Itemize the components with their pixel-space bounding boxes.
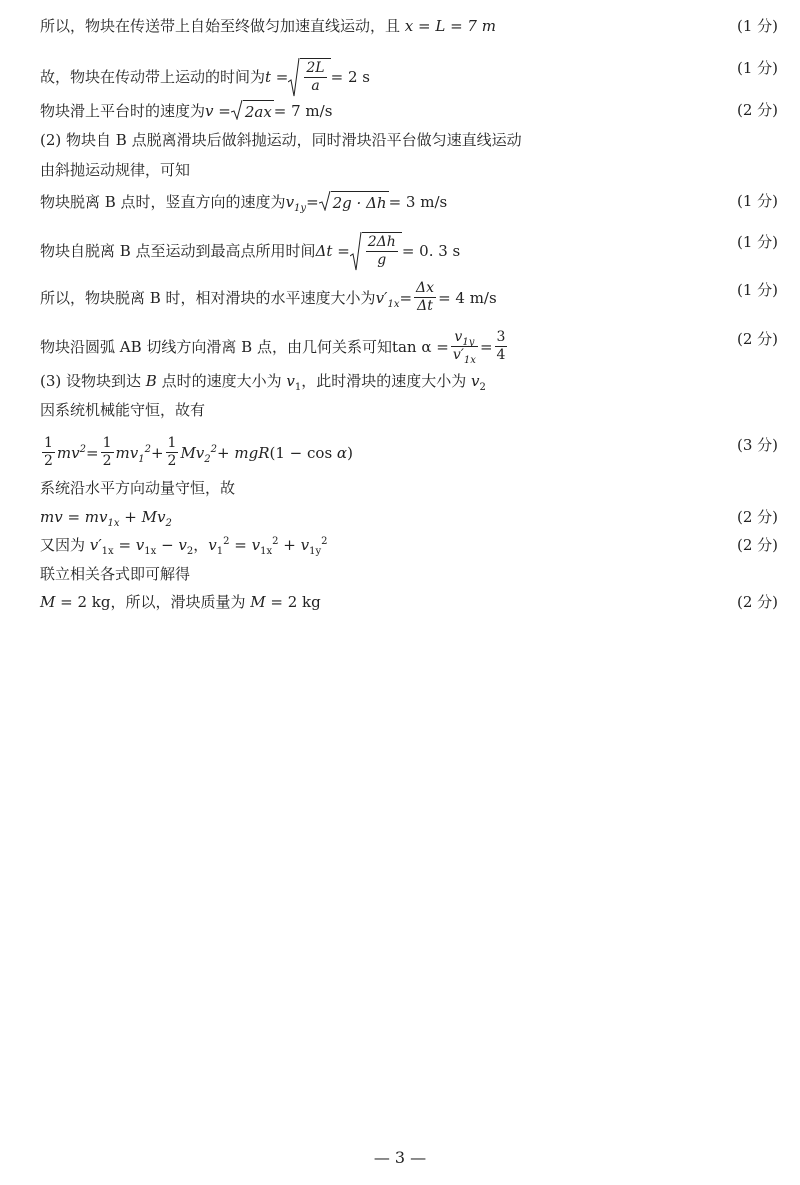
page-number: — 3 — bbox=[373, 1148, 427, 1167]
solution-line-17 bbox=[40, 592, 780, 612]
fraction-denominator: a bbox=[311, 78, 320, 94]
solution-line-3 bbox=[40, 100, 780, 122]
line-math: = 7 m/s bbox=[273, 102, 333, 120]
score-label: (2 分) bbox=[736, 330, 778, 348]
score-label: (2 分) bbox=[736, 593, 778, 611]
solution-line-16 bbox=[40, 564, 780, 584]
fraction-denominator: $v'_{1x}$ bbox=[452, 347, 476, 366]
solution-line-8 bbox=[40, 280, 780, 315]
line-math: mv = $mv_{1x} + Mv_2$ bbox=[40, 508, 172, 529]
line-text: 联立相关各式即可解得 bbox=[40, 565, 191, 583]
square-root bbox=[231, 100, 274, 122]
score-label: (1 分) bbox=[736, 59, 778, 77]
square-root bbox=[319, 191, 389, 213]
line-math: = bbox=[479, 337, 493, 356]
score-label: (2 分) bbox=[736, 101, 778, 119]
subscript: 1y bbox=[294, 203, 307, 214]
solution-line-15 bbox=[40, 535, 780, 555]
fraction-numerator: 3 bbox=[496, 329, 506, 345]
score-label: (2 分) bbox=[736, 508, 778, 526]
solution-line-9 bbox=[40, 329, 780, 364]
solution-line-10 bbox=[40, 371, 780, 391]
line-math: = bbox=[399, 288, 413, 307]
fraction-numerator: Δx bbox=[416, 280, 435, 296]
solution-line-4 bbox=[40, 130, 780, 150]
score-label: (1 分) bbox=[736, 233, 778, 251]
square-root bbox=[350, 232, 402, 269]
line-text: (2) 物块自 B 点脱离滑块后做斜抛运动，同时滑块沿平台做匀速直线运动 bbox=[40, 131, 522, 149]
line-math: $v_{1y}$ bbox=[285, 193, 307, 214]
score-label: (1 分) bbox=[736, 192, 778, 210]
line-math: Δt = bbox=[315, 241, 350, 260]
solution-line-14 bbox=[40, 507, 780, 527]
line-math: = 3 m/s bbox=[388, 193, 448, 211]
line-text: 物块自脱离 B 点至运动到最高点所用时间 bbox=[40, 241, 316, 260]
square-root bbox=[288, 58, 330, 95]
line-text: 系统沿水平方向动量守恒，故 bbox=[40, 479, 236, 497]
line-text: 所以，物块脱离 B 时，相对滑块的水平速度大小为 bbox=[40, 288, 376, 307]
solution-line-5 bbox=[40, 160, 780, 180]
solution-line-13 bbox=[40, 478, 780, 498]
score-label: (3 分) bbox=[736, 436, 778, 454]
solution-line-7 bbox=[40, 232, 780, 269]
line-math: = 0. 3 s bbox=[401, 241, 461, 260]
line-text: 故，物块在传动带上运动的时间为 bbox=[40, 67, 266, 86]
line-math: $v'_{1x}$ bbox=[375, 288, 400, 310]
line-text: 由斜抛运动规律，可知 bbox=[40, 161, 191, 179]
solution-line-11 bbox=[40, 400, 780, 420]
line-math: t = bbox=[265, 67, 289, 86]
line-text: M = 2 kg，所以，滑块质量为 M = 2 kg bbox=[40, 593, 321, 611]
line-text: 因系统机械能守恒，故有 bbox=[40, 401, 206, 419]
line-text: 所以，物块在传送带上自始至终做匀加速直线运动，且 bbox=[40, 17, 405, 35]
fraction-denominator: 4 bbox=[496, 347, 506, 363]
score-label: (1 分) bbox=[736, 281, 778, 299]
line-math: tan α = bbox=[391, 337, 449, 356]
radicand: 2ax bbox=[243, 100, 274, 122]
fraction-denominator: g bbox=[377, 252, 387, 268]
score-label: (2 分) bbox=[736, 536, 778, 554]
line-text: 又因为 bbox=[40, 536, 90, 554]
solution-line-2 bbox=[40, 58, 780, 95]
line-text: 物块脱离 B 点时，竖直方向的速度为 bbox=[40, 193, 286, 211]
line-text: 物块沿圆弧 AB 切线方向滑离 B 点，由几何关系可知 bbox=[40, 337, 392, 356]
fraction-numerator: 2Δh bbox=[367, 234, 396, 250]
fraction-numerator: $v_{1y}$ bbox=[451, 329, 478, 347]
solution-line-6 bbox=[40, 191, 780, 213]
line-math: = 4 m/s bbox=[438, 288, 497, 307]
line-math: = bbox=[306, 193, 319, 211]
line-math: = 2 s bbox=[330, 67, 370, 86]
solution-line-12: $\frac{1}{2}$ $mv^2=$ $\frac{1}{2}$ $mv_1^2+$ $\frac{1}{2}$ $Mv_2^2+ mgR(1 - \cos \alpha)$ bbox=[44, 435, 353, 469]
fraction-denominator: Δt bbox=[417, 298, 433, 314]
line-text: (3) 设物块到达 B 点时的速度大小为 $v_1$，此时滑块的速度大小为 $v_2$ bbox=[40, 372, 486, 393]
score-label: (1 分) bbox=[736, 17, 778, 35]
solution-line-1 bbox=[40, 16, 780, 36]
fraction-numerator: 2L bbox=[306, 60, 325, 76]
line-math: v = bbox=[205, 102, 231, 120]
subscript: 1x bbox=[387, 298, 400, 310]
line-math: x = L = 7 m bbox=[404, 17, 496, 35]
radicand: 2g · Δh bbox=[331, 191, 389, 213]
line-text: 物块滑上平台时的速度为 bbox=[40, 102, 206, 120]
line-math: $v'_{1x} = v_{1x} - v_2$，$v_1^2 = v_{1x}^2 + v_{1y}^2$ bbox=[89, 536, 328, 557]
